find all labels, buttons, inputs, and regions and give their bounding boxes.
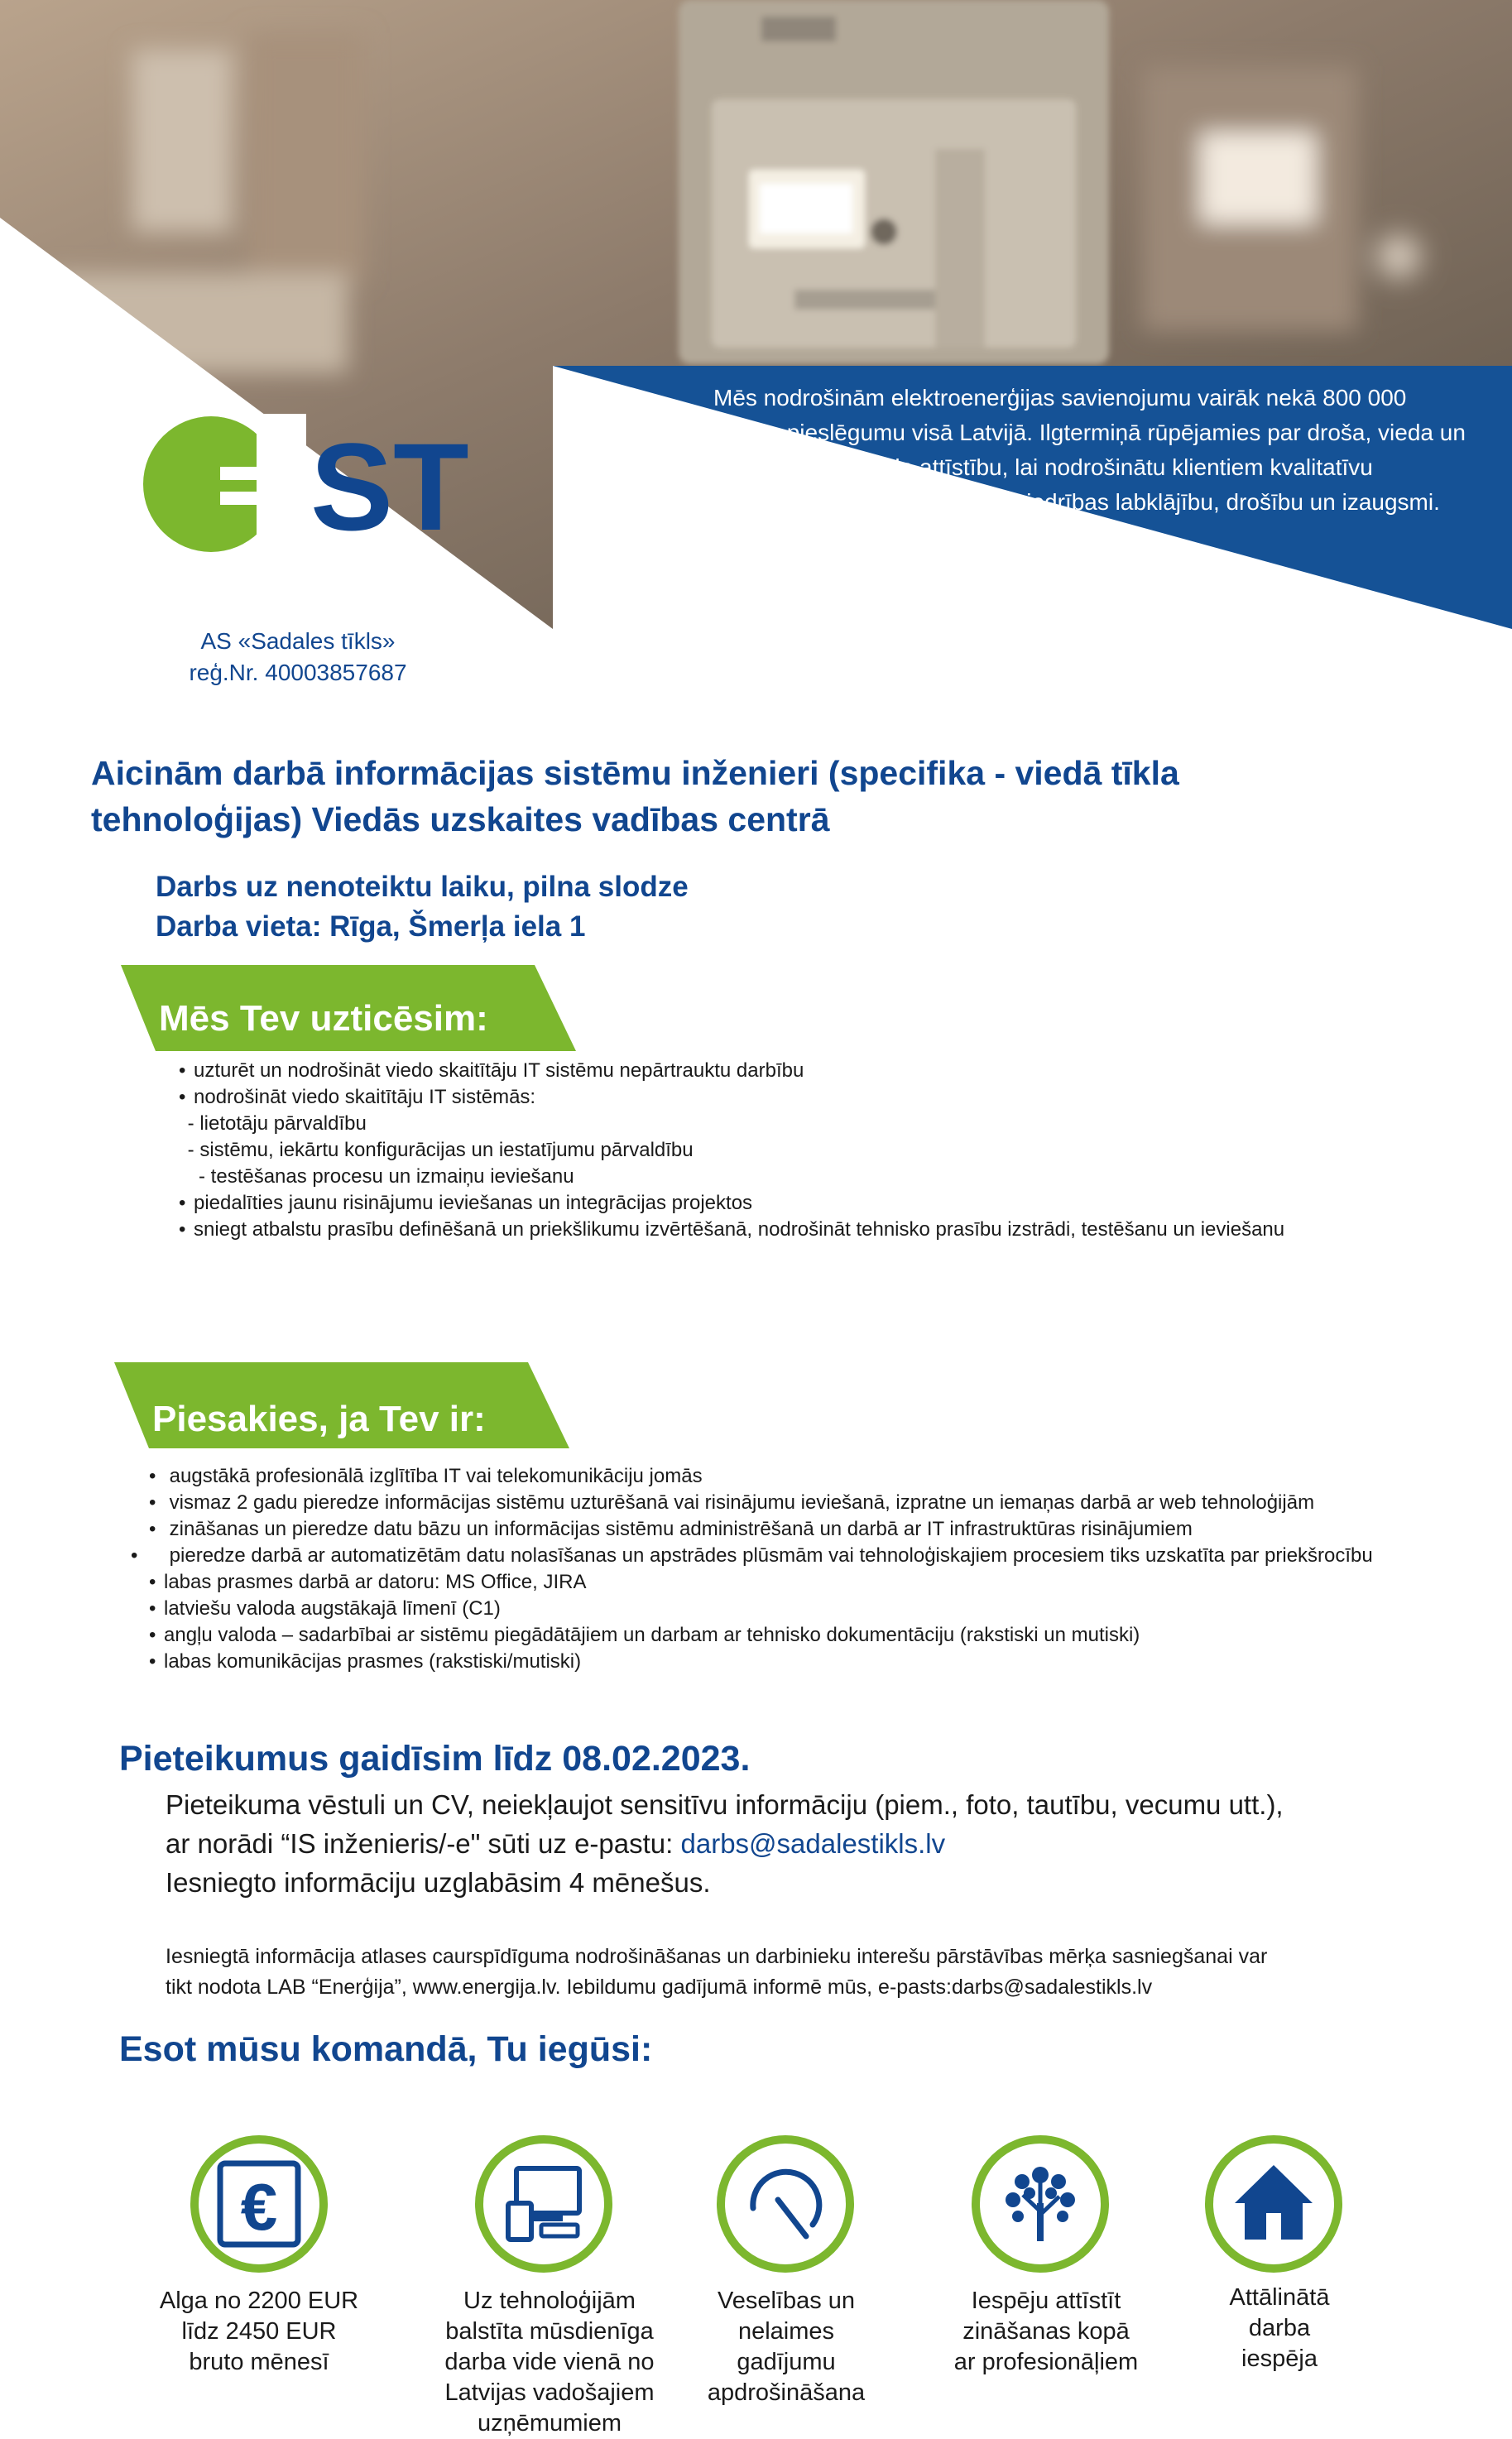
notice-line-2: tikt nodota LAB “Enerģija”, www.energija.lv. Iebildumu gadījumā informē mūs, e-pasts:darbs@sadalestikls.lv <box>166 1976 1153 1999</box>
benefit-circle <box>1205 2135 1342 2273</box>
benefits-heading: Esot mūsu komandā, Tu iegūsi: <box>119 2029 653 2069</box>
list-item: • piedalīties jaunu risinājumu ieviešanas un integrācijas projektos <box>179 1192 753 1214</box>
job-place: Darba vieta: Rīga, Šmerļa iela 1 <box>156 910 586 943</box>
title-line-2: tehnoloģijas) Viedās uzskaites vadības centrā <box>91 800 830 838</box>
privacy-notice <box>166 1942 1457 2003</box>
list-item: - lietotāju pārvaldību <box>187 1112 367 1135</box>
list-item: • latviešu valoda augstākajā līmenī (C1) <box>149 1597 501 1620</box>
company-name: AS «Sadales tīkls» <box>200 628 396 654</box>
benefit-caption: Alga no 2200 EUR līdz 2450 EUR bruto mēnesī <box>159 2288 359 2375</box>
list-item: • uzturēt un nodrošināt viedo skaitītāju IT sistēmu nepārtrauktu darbību <box>179 1059 804 1082</box>
tree-icon <box>993 2157 1087 2251</box>
svg-text:€: € <box>240 2170 278 2244</box>
apply-instructions <box>166 1785 1457 1902</box>
requirements-list <box>131 1463 1440 1675</box>
benefit-caption: Uz tehnoloģijām balstīta mūsdienīga darba vide vienā no Latvijas vadošajiem uzņēmumiem <box>444 2288 655 2437</box>
list-item: - testēšanas procesu un izmaiņu ieviešanu <box>199 1165 574 1188</box>
duties-banner <box>121 965 584 1051</box>
benefit-caption: Iespēju attīstīt zināšanas kopā ar profesionāļiem <box>953 2288 1139 2375</box>
title-line-1: Aicinām darbā informācijas sistēmu inženieri (specifika - viedā tīkla <box>91 754 1179 792</box>
umbrella-icon <box>738 2157 833 2251</box>
job-type: Darbs uz nenoteiktu laiku, pilna slodze <box>156 871 689 903</box>
company-info <box>166 626 430 689</box>
company-logo <box>141 414 472 555</box>
list-item: - sistēmu, iekārtu konfigurācijas un iestatījumu pārvaldību <box>187 1139 694 1161</box>
list-item: • labas prasmes darbā ar datoru: MS Office, JIRA <box>149 1571 587 1593</box>
house-icon <box>1226 2157 1321 2251</box>
benefit-caption: Veselības un nelaimes gadījumu apdrošināšana <box>707 2288 866 2406</box>
benefit-circle <box>475 2135 612 2273</box>
benefit-caption: Attālinātā darba iespēja <box>1229 2284 1330 2372</box>
euro-icon <box>212 2157 306 2251</box>
notice-line-1: Iesniegtā informācija atlases caurspīdīguma nodrošināšanas un darbinieku interešu pārstāvības mērķa sasniegšanai var <box>166 1945 1268 1968</box>
benefit-circle <box>190 2135 328 2273</box>
list-item: • augstākā profesionālā izglītība IT vai telekomunikāciju jomās <box>149 1465 703 1487</box>
list-item: • zināšanas un pieredze datu bāzu un informācijas sistēmu administrēšanā un darbā ar IT infrastruktūras risinājumiem <box>149 1518 1193 1540</box>
intro-text: Mēs nodrošinām elektroenerģijas savienojumu vairāk nekā 800 000 klientu pieslēgumu visā Latvijā. Ilgtermiņā rūpējamies par droša, vieda un efektīva elektrotīkla attīstību, lai nodrošinātu klientiem kvalitatīvu elektroapgādi un veicinātu sabiedrības labklājību, drošību un izaugsmi. <box>713 385 1466 515</box>
email-link[interactable]: darbs@sadalestikls.lv <box>680 1828 946 1859</box>
company-reg: reģ.Nr. 40003857687 <box>189 660 407 685</box>
apply-line-2: ar norādi “IS inženieris/-e" sūti uz e-pastu: darbs@sadalestikls.lv <box>166 1828 946 1859</box>
requirements-heading: Piesakies, ja Tev ir: <box>152 1399 486 1439</box>
duties-list <box>179 1058 1470 1243</box>
list-item: • angļu valoda – sadarbībai ar sistēmu piegādātājiem un darbam ar tehnisko dokumentāciju (rakstiski un mutiski) <box>149 1624 1140 1646</box>
benefit-circle <box>972 2135 1109 2273</box>
benefit-circle <box>717 2135 854 2273</box>
apply-line-3: Iesniegto informāciju uzglabāsim 4 mēnešus. <box>166 1867 711 1898</box>
deadline-heading: Pieteikumus gaidīsim līdz 08.02.2023. <box>119 1739 751 1779</box>
list-item: • pieredze darbā ar automatizētām datu nolasīšanas un apstrādes plūsmām vai tehnoloģiskajiem procesiem tiks uzskatīta par priekšrocību <box>131 1544 1373 1567</box>
duties-heading: Mēs Tev uzticēsim: <box>159 998 488 1039</box>
requirements-banner <box>114 1362 578 1448</box>
computer-icon <box>497 2157 591 2251</box>
logo-text: ST <box>310 417 469 555</box>
apply-line-1: Pieteikuma vēstuli un CV, neiekļaujot sensitīvu informāciju (piem., foto, tautību, vecumu utt.), <box>166 1789 1284 1820</box>
list-item: • labas komunikācijas prasmes (rakstiski/mutiski) <box>149 1650 582 1673</box>
list-item: • sniegt atbalstu prasību definēšanā un priekšlikumu izvērtēšanā, nodrošināt tehnisko prasību izstrādi, testēšanu un ieviešanu <box>179 1218 1285 1241</box>
page-title <box>91 750 1448 843</box>
list-item: • vismaz 2 gadu pieredze informācijas sistēmu uzturēšanā vai risinājumu ieviešanā, izpratne un iemaņas darbā ar web tehnoloģijām <box>149 1491 1315 1514</box>
job-info <box>156 867 1149 947</box>
list-item: • nodrošināt viedo skaitītāju IT sistēmās: <box>179 1086 536 1108</box>
